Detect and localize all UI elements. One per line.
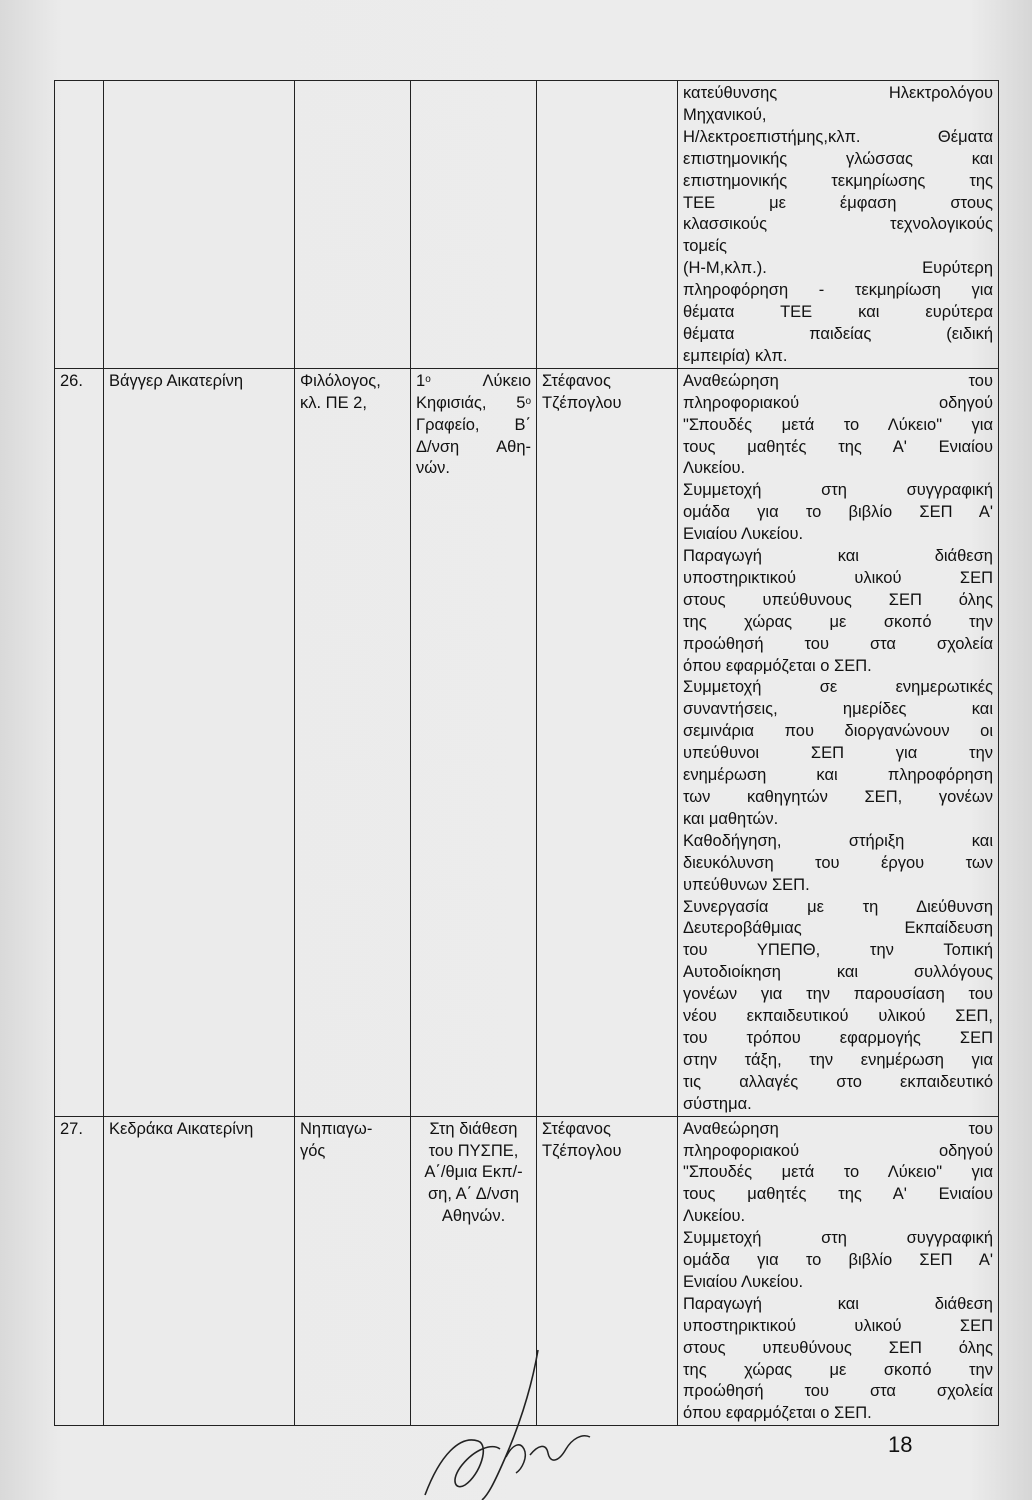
text-line: (Η-Μ,κλπ.). Ευρύτερη — [683, 259, 993, 278]
text-line: Αναθεώρηση του — [683, 1119, 993, 1138]
text-line: κλ. ΠΕ 2, — [300, 393, 367, 412]
text-line: Συνεργασία με τη Διεύθυνση — [683, 897, 993, 916]
text-line: υποστηρικτικού υλικού ΣΕΠ — [683, 1316, 993, 1335]
text-line: του ΠΥΣΠΕ, — [428, 1141, 519, 1160]
text-line: ΤΕΕ με έμφαση στους — [683, 193, 993, 212]
text-line: Παραγωγή και διάθεση — [683, 547, 993, 566]
text-line: "Σπουδές μετά το Λύκειο" για — [683, 415, 993, 434]
text-line: Λυκείου. — [683, 459, 746, 478]
text-line: τους μαθητές της Α' Ενιαίου — [683, 1185, 993, 1204]
text-line: θέματα ΤΕΕ και ευρύτερα — [683, 303, 993, 322]
text-line: Παραγωγή και διάθεση — [683, 1294, 993, 1313]
specialty-cell — [295, 1116, 411, 1426]
text-line: πληροφοριακού οδηγού — [683, 393, 993, 412]
supervisor-cell — [537, 368, 678, 1116]
text-line: προώθησή του στα σχολεία — [683, 634, 993, 653]
text-line: Φιλόλογος, — [300, 371, 381, 390]
text-line: τους μαθητές της Α' Ενιαίου — [683, 437, 993, 456]
text-line: Συμμετοχή σε ενημερωτικές — [683, 678, 993, 697]
unit-cell — [411, 368, 537, 1116]
unit-lines — [416, 371, 531, 481]
text-line: Τζέπογλου — [542, 1141, 622, 1160]
text-line: στους υπευθύνους ΣΕΠ όλης — [683, 1338, 993, 1357]
text-line: των καθηγητών ΣΕΠ, γονέων — [683, 788, 993, 806]
text-line: Δ/νση Αθη- — [416, 437, 531, 456]
work-description-lines — [683, 1119, 993, 1426]
supervisor-lines — [542, 371, 672, 415]
text-line: Κηφισιάς, $5^o$ — [416, 393, 531, 412]
specialty-lines — [300, 1119, 405, 1163]
text-line: συναντήσεις, ημερίδες και — [683, 700, 993, 719]
work-description-cell — [678, 368, 999, 1116]
text-line: διευκόλυνση του έργου των — [683, 853, 993, 872]
text-line: Συμμετοχή στη συγγραφική — [683, 1229, 993, 1248]
text-line: κατεύθυνσης Ηλεκτρολόγου — [683, 84, 993, 102]
page-number: 18 — [888, 1432, 913, 1457]
specialty-cell — [295, 368, 411, 1116]
work-description-lines — [683, 83, 993, 368]
text-line: επιστημονικής γλώσσας και — [683, 149, 993, 168]
work-description-cell — [678, 1116, 999, 1426]
text-line: νών. — [416, 459, 450, 478]
text-line: Στέφανος — [542, 371, 611, 390]
unit-cell — [411, 81, 537, 369]
text-line: σεμινάρια που διοργανώνουν οι — [683, 722, 993, 741]
text-line: υπεύθυνοι ΣΕΠ για την — [683, 744, 993, 763]
handwritten-signature — [420, 1345, 600, 1500]
text-line: τις αλλαγές στο εκπαιδευτικό — [683, 1072, 993, 1091]
text-line: του ΥΠΕΠΘ, την Τοπική — [683, 941, 993, 960]
text-line: Ενιαίου Λυκείου. — [683, 1272, 804, 1291]
text-line: Δευτεροβάθμιας Εκπαίδευση — [683, 919, 993, 938]
number-cell — [55, 81, 104, 369]
text-line: της χώρας με σκοπό την — [683, 1360, 993, 1379]
text-line: ομάδα για το βιβλίο ΣΕΠ Α' — [683, 1251, 993, 1270]
text-line: Αναθεώρηση του — [683, 371, 993, 390]
row-number: 26. — [55, 368, 104, 1116]
table-row-continuation — [55, 81, 999, 369]
text-line: γονέων για την παρουσίαση του — [683, 985, 993, 1004]
text-line: Στέφανος — [542, 1119, 611, 1138]
text-line: Αθηνών. — [441, 1207, 506, 1226]
text-line: Στη διάθεση — [429, 1119, 518, 1138]
text-line: Α΄/θμια Εκπ/- — [424, 1163, 523, 1182]
text-line: Τζέπογλου — [542, 393, 622, 412]
text-line: του τρόπου εφαρμογής ΣΕΠ — [683, 1028, 993, 1047]
row-number: 27. — [55, 1116, 104, 1426]
text-line: "Σπουδές μετά το Λύκειο" για — [683, 1163, 993, 1182]
text-line: γός — [300, 1141, 326, 1160]
text-line: και μαθητών. — [683, 809, 779, 828]
specialty-cell — [295, 81, 411, 369]
text-line: υποστηρικτικού υλικού ΣΕΠ — [683, 568, 993, 587]
text-line: Νηπιαγω- — [300, 1119, 373, 1138]
text-line: Η/λεκτροεπιστήμης,κλπ. Θέματα — [683, 127, 993, 146]
text-line: ενημέρωση και πληροφόρηση — [683, 766, 993, 785]
text-line: στους υπεύθυνους ΣΕΠ όλης — [683, 590, 993, 609]
person-name: Βάγγερ Αικατερίνη — [104, 368, 295, 1116]
supervisor-lines — [542, 1119, 672, 1163]
person-name: Κεδράκα Αικατερίνη — [104, 1116, 295, 1426]
text-line: πληροφοριακού οδηγού — [683, 1141, 993, 1160]
text-line: τομείς — [683, 237, 727, 256]
text-line: της χώρας με σκοπό την — [683, 612, 993, 631]
text-line: όπου εφαρμόζεται ο ΣΕΠ. — [683, 656, 872, 675]
table-row — [55, 368, 999, 1116]
text-line: Γραφείο, Β΄ — [416, 415, 531, 434]
work-description-lines — [683, 371, 993, 1116]
text-line: Συμμετοχή στη συγγραφική — [683, 481, 993, 500]
text-line: κλασσικούς τεχνολογικούς — [683, 215, 993, 234]
text-line: σύστημα. — [683, 1094, 752, 1113]
name-cell — [104, 81, 295, 369]
text-line: στην τάξη, την ενημέρωση για — [683, 1050, 993, 1069]
text-line: $1^o$ Λύκειο — [416, 371, 531, 390]
unit-lines — [416, 1119, 531, 1229]
text-line: θέματα παιδείας (ειδική — [683, 324, 993, 343]
text-line: όπου εφαρμόζεται ο ΣΕΠ. — [683, 1404, 872, 1423]
text-line: νέου εκπαιδευτικού υλικού ΣΕΠ, — [683, 1007, 993, 1026]
text-line: Μηχανικού, — [683, 105, 767, 124]
specialty-lines — [300, 371, 405, 415]
text-line: προώθησή του στα σχολεία — [683, 1382, 993, 1401]
text-line: Λυκείου. — [683, 1207, 746, 1226]
text-line: εμπειρία) κλπ. — [683, 346, 788, 365]
text-line: υπεύθυνων ΣΕΠ. — [683, 875, 810, 894]
text-line: Αυτοδιοίκηση και συλλόγους — [683, 963, 993, 982]
supervisor-cell — [537, 81, 678, 369]
text-line: ομάδα για το βιβλίο ΣΕΠ Α' — [683, 503, 993, 522]
text-line: Καθοδήγηση, στήριξη και — [683, 831, 993, 850]
personnel-table — [54, 80, 999, 1426]
work-description-cell — [678, 81, 999, 369]
text-line: επιστημονικής τεκμηρίωσης της — [683, 171, 993, 190]
text-line: πληροφόρηση - τεκμηρίωση για — [683, 281, 993, 300]
text-line: Ενιαίου Λυκείου. — [683, 525, 804, 544]
text-line: ση, Α΄ Δ/νση — [427, 1185, 519, 1204]
